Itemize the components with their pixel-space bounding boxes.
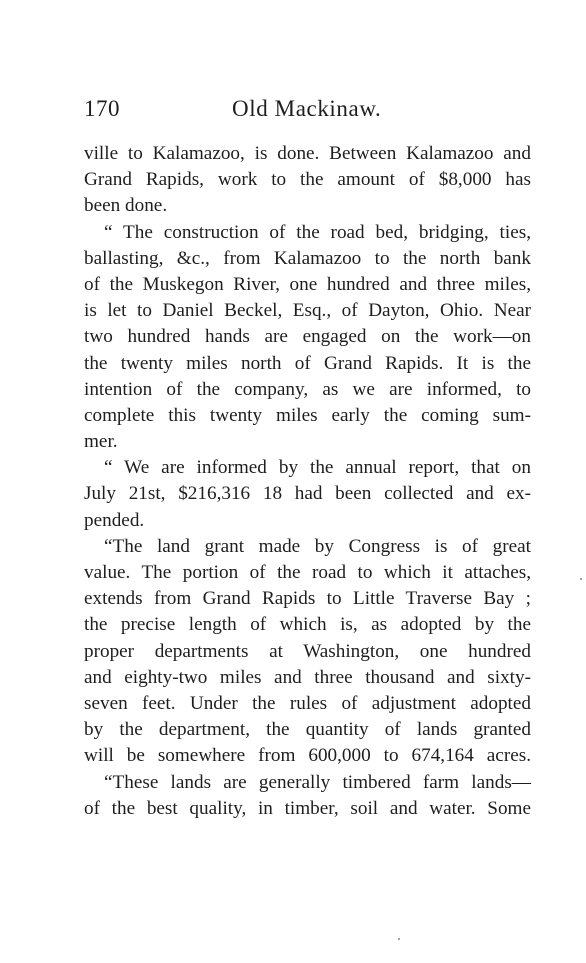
text-line: Grand Rapids, work to the amount of $8,000 has <box>84 169 531 191</box>
text-line: of the Muskegon River, one hundred and three miles, <box>84 273 531 295</box>
text-line: and eighty-two miles and three thousand and sixty- <box>84 666 531 688</box>
text-line: proper departments at Washington, one hundred <box>84 640 531 662</box>
text-line: of the best quality, in timber, soil and water. Some <box>84 797 531 819</box>
text-line: intention of the company, as we are informed, to <box>84 378 531 400</box>
paper-speck <box>580 578 582 580</box>
text-line: ballasting, &c., from Kalamazoo to the north bank <box>84 247 531 269</box>
text-line: ville to Kalamazoo, is done. Between Kalamazoo and <box>84 143 531 164</box>
text-line: the precise length of which is, as adopted by the <box>84 614 531 636</box>
text-line: value. The portion of the road to which it attaches, <box>84 562 531 583</box>
text-line: “ The construction of the road bed, bridging, ties, <box>104 221 531 243</box>
text-line: “ We are informed by the annual report, that on <box>104 457 531 479</box>
text-line: pended. <box>84 509 145 531</box>
running-title: Old Mackinaw. <box>232 96 382 121</box>
text-line: extends from Grand Rapids to Little Traverse Bay ; <box>84 588 531 610</box>
text-line: by the department, the quantity of lands granted <box>84 719 531 741</box>
text-line: two hundred hands are engaged on the work—on <box>84 326 531 348</box>
text-line: July 21st, $216,316 18 had been collected and ex- <box>84 483 531 505</box>
text-line: the twenty miles north of Grand Rapids. It is the <box>84 352 531 374</box>
running-head <box>84 96 532 126</box>
text-line: seven feet. Under the rules of adjustment adopted <box>84 692 531 714</box>
text-line: “These lands are generally timbered farm lands— <box>104 771 531 793</box>
paper-speck <box>398 938 400 940</box>
body-text <box>84 141 531 822</box>
text-line: mer. <box>84 431 118 453</box>
text-line: is let to Daniel Beckel, Esq., of Dayton, Ohio. Near <box>84 300 531 322</box>
page-number: 170 <box>84 96 120 121</box>
text-line: will be somewhere from 600,000 to 674,164 acres. <box>84 745 531 767</box>
text-line: been done. <box>84 195 168 217</box>
text-line: “The land grant made by Congress is of great <box>104 535 531 557</box>
text-line: complete this twenty miles early the coming sum- <box>84 404 531 426</box>
